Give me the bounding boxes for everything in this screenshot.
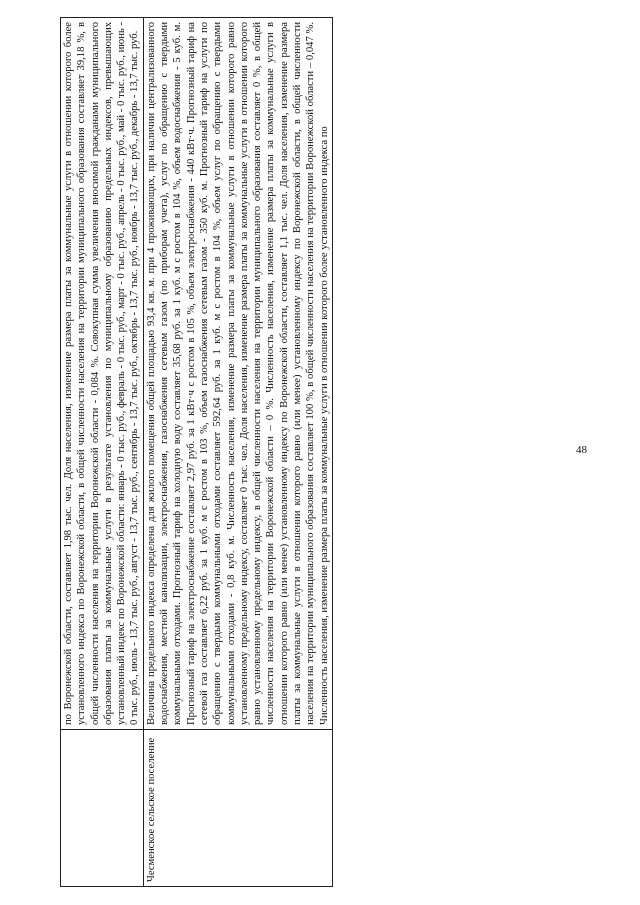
tariff-table: [60, 17, 333, 887]
table-row: [143, 18, 332, 887]
table-row: [61, 18, 144, 887]
description-cell: по Воронежской области, составляет 1,98 тыс. чел. Доля населения, изменение размера платы за коммунальные услуги в отношении которого более установленного индекса по Воронежской области, в общей численности населения на территории муниципального образования составляет 39,18 %, в общей численности населения на территории Воронежской области - 0,084 %. Совокупная сумма увеличения вносимой гражданами муниципального образования платы за коммунальные услуги в результате установления по муниципальному образованию предельных индексов, превышающих установленный индекс по Воронежской области: январь - 0 тыс. руб., февраль - 0 тыс. руб., март - 0 тыс. руб., апрель - 0 тыс. руб., май - 0 тыс. руб., июнь - 0 тыс. руб., июль - 13,7 тыс. руб., август - 13,7 тыс. руб., сентябрь - 13,7 тыс. руб., октябрь - 13,7 тыс. руб., ноябрь - 13,7 тыс. руб., декабрь - 13,7 тыс. руб.: [61, 18, 144, 730]
municipality-name-cell: [61, 730, 144, 887]
description-cell: Величина предельного индекса определена для жилого помещения общей площадью 93,4 кв. м. при 4 проживающих, при наличии централизованного водоснабжения, местной канализации, электроснабжения, газоснабжения сетевым газом (по приборам учета), услуг по обращению с твердыми коммунальными отходами. Прогнозный тариф на холодную воду составляет 35,68 руб. за 1 куб. м с ростом в 104 %, объем водоснабжения - 5 куб. м. Прогнозный тариф на электроснабжение составляет 2,97 руб. за 1 кВт·ч с ростом в 105 %, объем электроснабжения - 440 кВт·ч. Прогнозный тариф на сетевой газ составляет 6,22 руб. за 1 куб. м с ростом в 103 %, объем газоснабжения сетевым газом - 350 куб. м. Прогнозный тариф на услуги по обращению с твердыми коммунальными отходами составляет 592,64 руб. за 1 куб. м с ростом в 104 %, объем услуг по обращению с твердыми коммунальными отходами - 0,8 куб. м. Численность населения, изменение размера платы за коммунальные услуги в отношении которого равно установленному предельному индексу, составляет 0 тыс. чел. Доля населения, изменение размера платы за коммунальные услуги в отношении которого равно установленному предельному индексу, в общей численности населения на территории муниципального образования составляет 0 %, в общей численности населения на территории Воронежской области – 0 %. Численность населения, изменение размера платы за коммунальные услуги в отношении которого равно (или менее) установленному индексу по Воронежской области, составляет 1,1 тыс. чел. Доля населения, изменение размера платы за коммунальные услуги в отношении которого равно (или менее) установленному индексу по Воронежской области, в общей численности населения на территории муниципального образования составляет 100 %, в общей численности населения на территории Воронежской области – 0,047 %. Численность населения, изменение размера платы за коммунальные услуги в отношении которого более установленного индекса по: [143, 18, 332, 730]
municipality-name-cell: Чесменское сельское поселение: [143, 730, 332, 887]
page-number: 48: [576, 444, 587, 456]
rotated-table-wrapper: [60, 17, 580, 887]
